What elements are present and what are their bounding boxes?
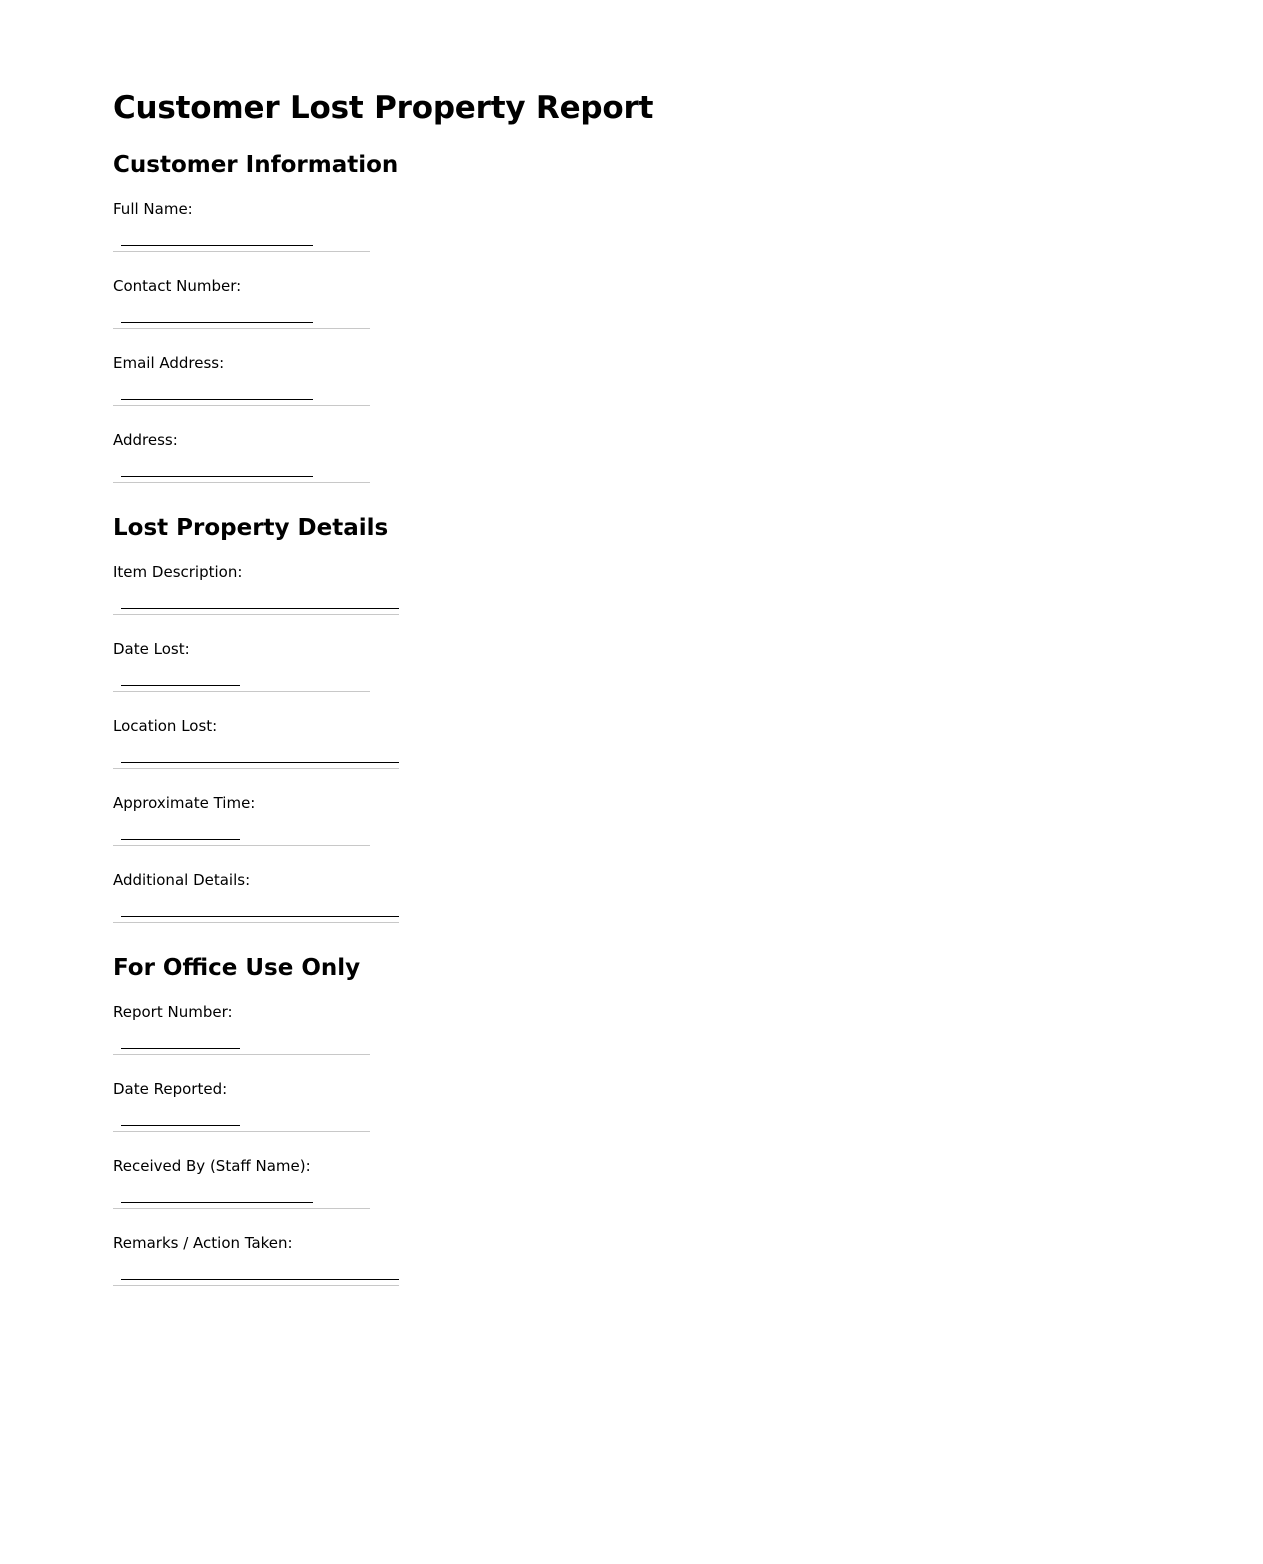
date-lost-field[interactable] [113,639,370,692]
location-lost-label: Location Lost: [113,717,218,735]
location-lost-input-line[interactable] [121,744,399,768]
received-by-input-line[interactable] [121,1184,370,1208]
date-lost-input-line[interactable] [121,667,370,691]
email-address-input-line[interactable] [121,381,370,405]
report-form [113,88,813,1286]
remarks-label: Remarks / Action Taken: [113,1234,293,1252]
section-title-lost-property-details: Lost Property Details [113,515,389,541]
section-title-customer-information: Customer Information [113,152,399,178]
full-name-field[interactable] [113,199,370,252]
additional-details-field[interactable] [113,870,399,923]
page-title: Customer Lost Property Report [113,90,654,126]
email-address-label: Email Address: [113,354,225,372]
received-by-field[interactable] [113,1156,370,1209]
item-description-label: Item Description: [113,563,243,581]
approximate-time-label: Approximate Time: [113,794,256,812]
item-description-field[interactable] [113,562,399,615]
remarks-input-line[interactable] [121,1261,399,1285]
address-label: Address: [113,431,178,449]
contact-number-label: Contact Number: [113,277,242,295]
remarks-field[interactable] [113,1233,399,1286]
approximate-time-field[interactable] [113,793,370,846]
received-by-label: Received By (Staff Name): [113,1157,311,1175]
date-lost-label: Date Lost: [113,640,190,658]
full-name-label: Full Name: [113,200,193,218]
contact-number-input-line[interactable] [121,304,370,328]
date-reported-input-line[interactable] [121,1107,370,1131]
report-number-field[interactable] [113,1002,370,1055]
additional-details-label: Additional Details: [113,871,251,889]
email-address-field[interactable] [113,353,370,406]
item-description-input-line[interactable] [121,590,399,614]
section-title-office-use-only: For Office Use Only [113,955,361,981]
location-lost-field[interactable] [113,716,399,769]
report-number-label: Report Number: [113,1003,233,1021]
contact-number-field[interactable] [113,276,370,329]
report-number-input-line[interactable] [121,1030,370,1054]
full-name-input-line[interactable] [121,227,370,251]
additional-details-input-line[interactable] [121,898,399,922]
date-reported-label: Date Reported: [113,1080,228,1098]
date-reported-field[interactable] [113,1079,370,1132]
approximate-time-input-line[interactable] [121,821,370,845]
address-input-line[interactable] [121,458,370,482]
address-field[interactable] [113,430,370,483]
